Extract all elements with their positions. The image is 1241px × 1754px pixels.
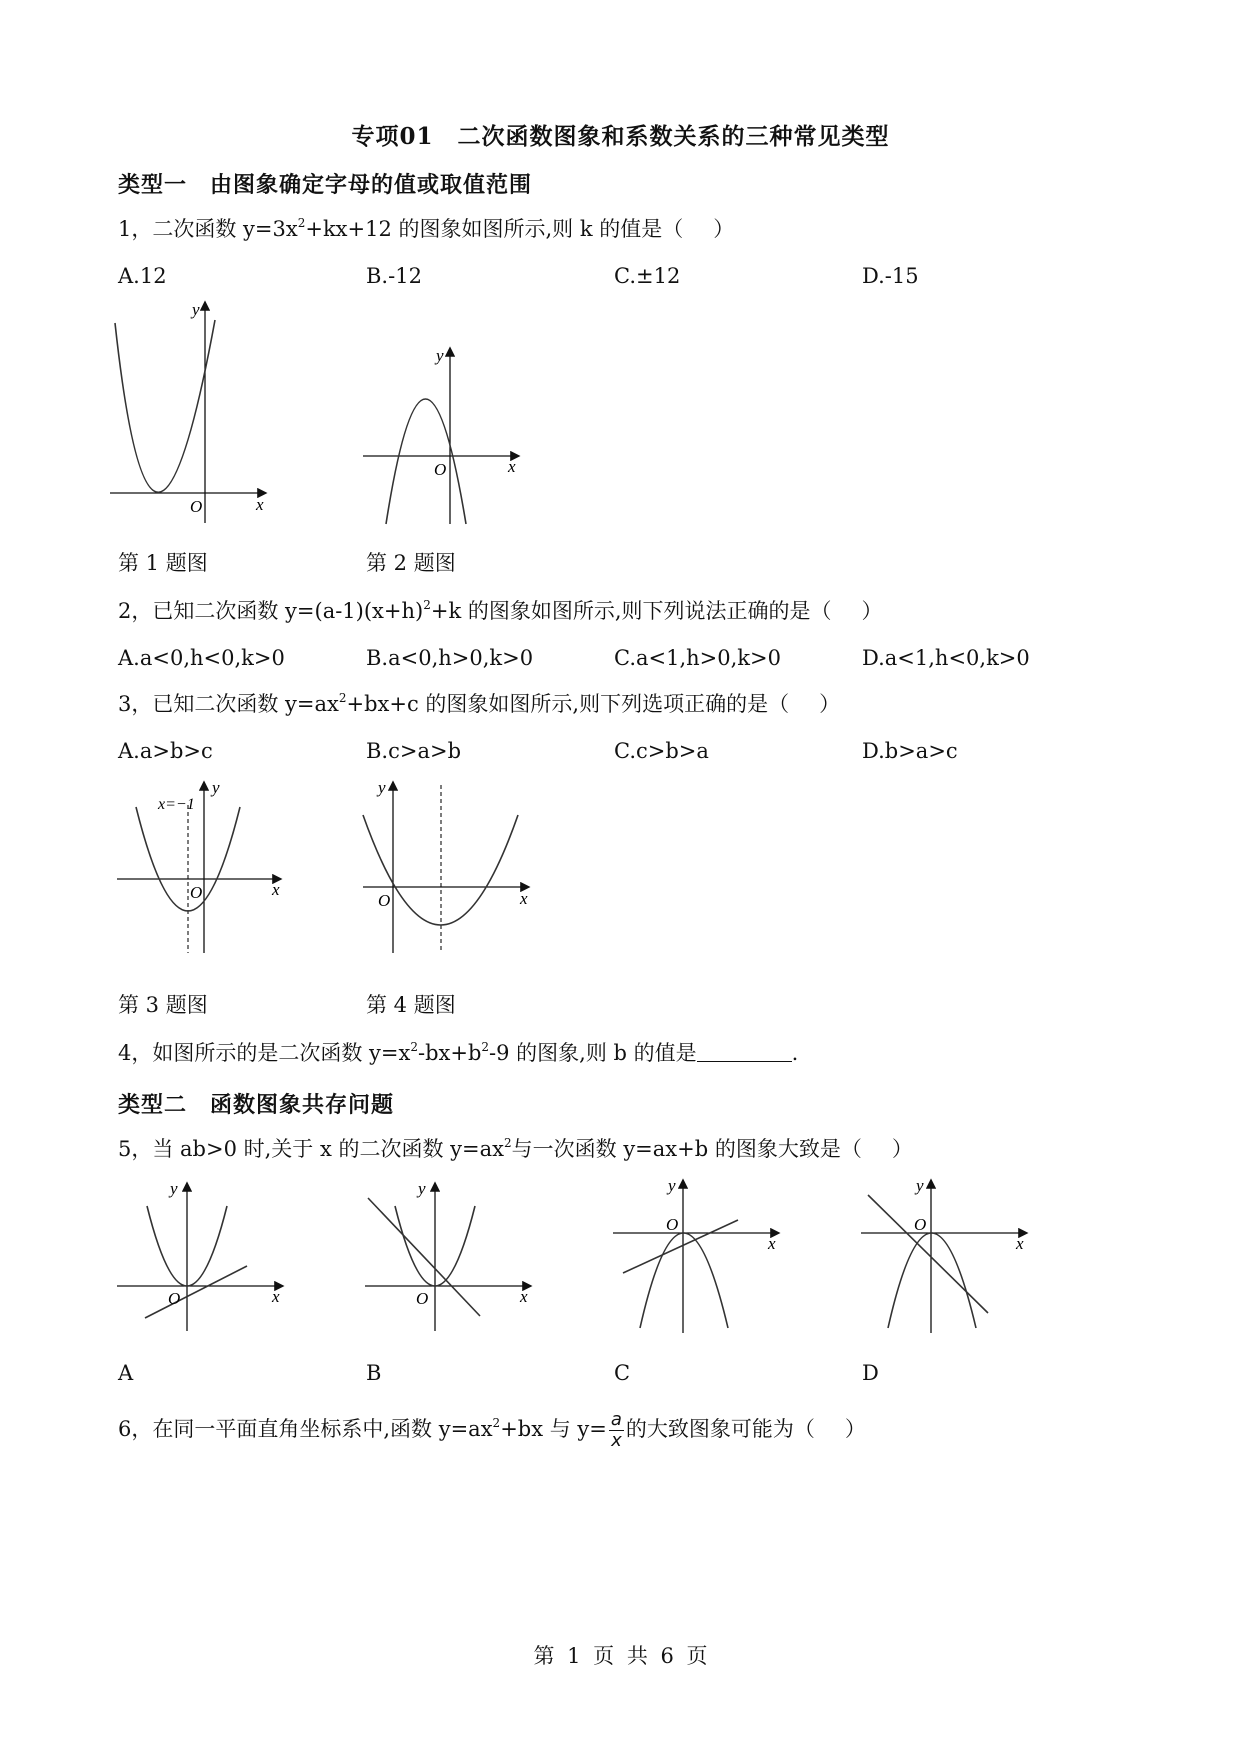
x-axis-label: x (272, 880, 280, 899)
section-heading-type1: 类型一 由图象确定字母的值或取值范围 (118, 172, 533, 198)
q3-option-b[interactable]: B.c>a>b (366, 739, 462, 763)
fraction-numerator: a (610, 1409, 622, 1430)
q3-option-a[interactable]: A.a>b>c (118, 739, 213, 763)
q3-option-c[interactable]: C.c>b>a (614, 739, 709, 763)
y-axis-label: y (212, 778, 220, 797)
q3-text-post: +bx+c 的图象如图所示,则下列选项正确的是（ (346, 692, 790, 716)
q4-text-post: -9 的图象,则 b 的值是 (489, 1041, 697, 1065)
q1-option-a[interactable]: A.12 (118, 264, 167, 288)
q5-sup: 2 (504, 1136, 512, 1150)
q1-text-pre: 1，二次函数 y=3x (118, 217, 298, 241)
fraction-denominator: x (611, 1430, 622, 1451)
q4-end: . (791, 1041, 799, 1065)
origin-label: O (666, 1215, 679, 1234)
q2-sup: 2 (423, 598, 431, 612)
y-axis-label: y (418, 1179, 426, 1198)
parabola (386, 399, 466, 524)
q2-option-a[interactable]: A.a<0,h<0,k>0 (118, 646, 285, 670)
q2-option-b[interactable]: B.a<0,h>0,k>0 (366, 646, 534, 670)
x-axis-label: x (272, 1287, 280, 1306)
q1-option-b[interactable]: B.-12 (366, 264, 422, 288)
q5-graph-c[interactable] (608, 1173, 783, 1338)
q5-graph-b[interactable] (360, 1176, 535, 1336)
origin-label: O (434, 460, 447, 479)
q5-close: ） (891, 1137, 913, 1161)
page-title: 专项01 二次函数图象和系数关系的三种常见类型 (351, 123, 890, 150)
q4-sup1: 2 (410, 1040, 418, 1054)
q5-label-a[interactable]: A (118, 1361, 134, 1385)
q3-text: 3，已知二次函数 y=ax (118, 692, 339, 716)
q1-close: ） (713, 217, 735, 241)
x-axis-label: x (1016, 1234, 1024, 1253)
y-axis-label: y (668, 1176, 676, 1195)
question-6 (118, 1410, 866, 1451)
q6-text-pre: 6，在同一平面直角坐标系中,函数 y=ax (118, 1417, 493, 1441)
q2-option-d[interactable]: D.a<1,h<0,k>0 (862, 646, 1030, 670)
line (623, 1220, 738, 1273)
origin-label: O (168, 1289, 181, 1308)
question-2 (118, 596, 883, 626)
q6-text-mid: +bx 与 y= (500, 1417, 607, 1441)
answer-blank[interactable] (697, 1041, 792, 1062)
q2-close: ） (861, 599, 883, 623)
q4-text-pre: 4，如图所示的是二次函数 y=x (118, 1041, 411, 1065)
figure-3-caption: 第 3 题图 (118, 993, 208, 1017)
line (145, 1266, 247, 1318)
parabola (640, 1233, 728, 1328)
question-4 (118, 1038, 798, 1068)
q2-text-post: +k 的图象如图所示,则下列说法正确的是（ (430, 599, 832, 623)
question-5 (118, 1134, 913, 1164)
figure-4-caption: 第 4 题图 (366, 993, 456, 1017)
q1-option-c[interactable]: C.±12 (614, 264, 681, 288)
y-axis-label: y (916, 1176, 924, 1195)
figure-2-graph (358, 344, 528, 529)
q2-text-pre: 2，已知二次函数 y=(a-1)(x+h) (118, 599, 424, 623)
q5-graph-a[interactable] (112, 1176, 287, 1336)
fraction-a-over-x (609, 1410, 624, 1451)
q5-label-c[interactable]: C (614, 1361, 631, 1385)
q5-text-post: 与一次函数 y=ax+b 的图象大致是（ (511, 1137, 862, 1161)
question-1 (118, 214, 734, 244)
page-footer: 第 1 页 共 6 页 (533, 1644, 708, 1668)
section-heading-type2: 类型二 函数图象共存问题 (118, 1092, 395, 1118)
line (868, 1195, 988, 1313)
figure-3-graph (112, 775, 287, 955)
y-axis-label: y (436, 346, 444, 365)
parabola (888, 1233, 976, 1328)
q5-label-d[interactable]: D (862, 1361, 879, 1385)
q3-sup: 2 (338, 691, 347, 705)
figure-4-graph (358, 775, 538, 960)
figure-1-graph (110, 298, 270, 528)
q5-text-pre: 5，当 ab>0 时,关于 x 的二次函数 y=ax (118, 1137, 504, 1161)
origin-label: O (190, 497, 203, 516)
origin-label: O (914, 1215, 927, 1234)
figure-1-caption: 第 1 题图 (118, 551, 208, 575)
x-axis-label: x (508, 457, 516, 476)
q3-option-d[interactable]: D.b>a>c (862, 739, 958, 763)
figure-2-caption: 第 2 题图 (366, 551, 456, 575)
origin-label: O (416, 1289, 429, 1308)
origin-label: O (378, 891, 391, 910)
q5-label-b[interactable]: B (366, 1361, 382, 1385)
question-3 (118, 689, 840, 719)
q1-sup: 2 (297, 216, 306, 230)
x-axis-label: x (520, 889, 528, 908)
x-axis-label: x (256, 495, 264, 514)
q2-option-c[interactable]: C.a<1,h>0,k>0 (614, 646, 781, 670)
symmetry-axis-label: x=−1 (158, 796, 195, 813)
q6-close: ） (844, 1417, 866, 1441)
q6-sup: 2 (492, 1416, 501, 1430)
q4-sup2: 2 (481, 1040, 490, 1054)
y-axis-label: y (170, 1179, 178, 1198)
x-axis-label: x (520, 1287, 528, 1306)
q6-text-post: 的大致图象可能为（ (625, 1417, 815, 1441)
y-axis-label: y (192, 300, 200, 319)
x-axis-label: x (768, 1234, 776, 1253)
q3-close: ） (819, 692, 841, 716)
y-axis-label: y (378, 778, 386, 797)
q1-text-post: +kx+12 的图象如图所示,则 k 的值是（ (305, 217, 684, 241)
origin-label: O (190, 883, 203, 902)
parabola (115, 320, 215, 492)
q5-graph-d[interactable] (856, 1173, 1031, 1338)
q1-option-d[interactable]: D.-15 (862, 264, 919, 288)
q4-text-mid: -bx+b (417, 1041, 482, 1065)
